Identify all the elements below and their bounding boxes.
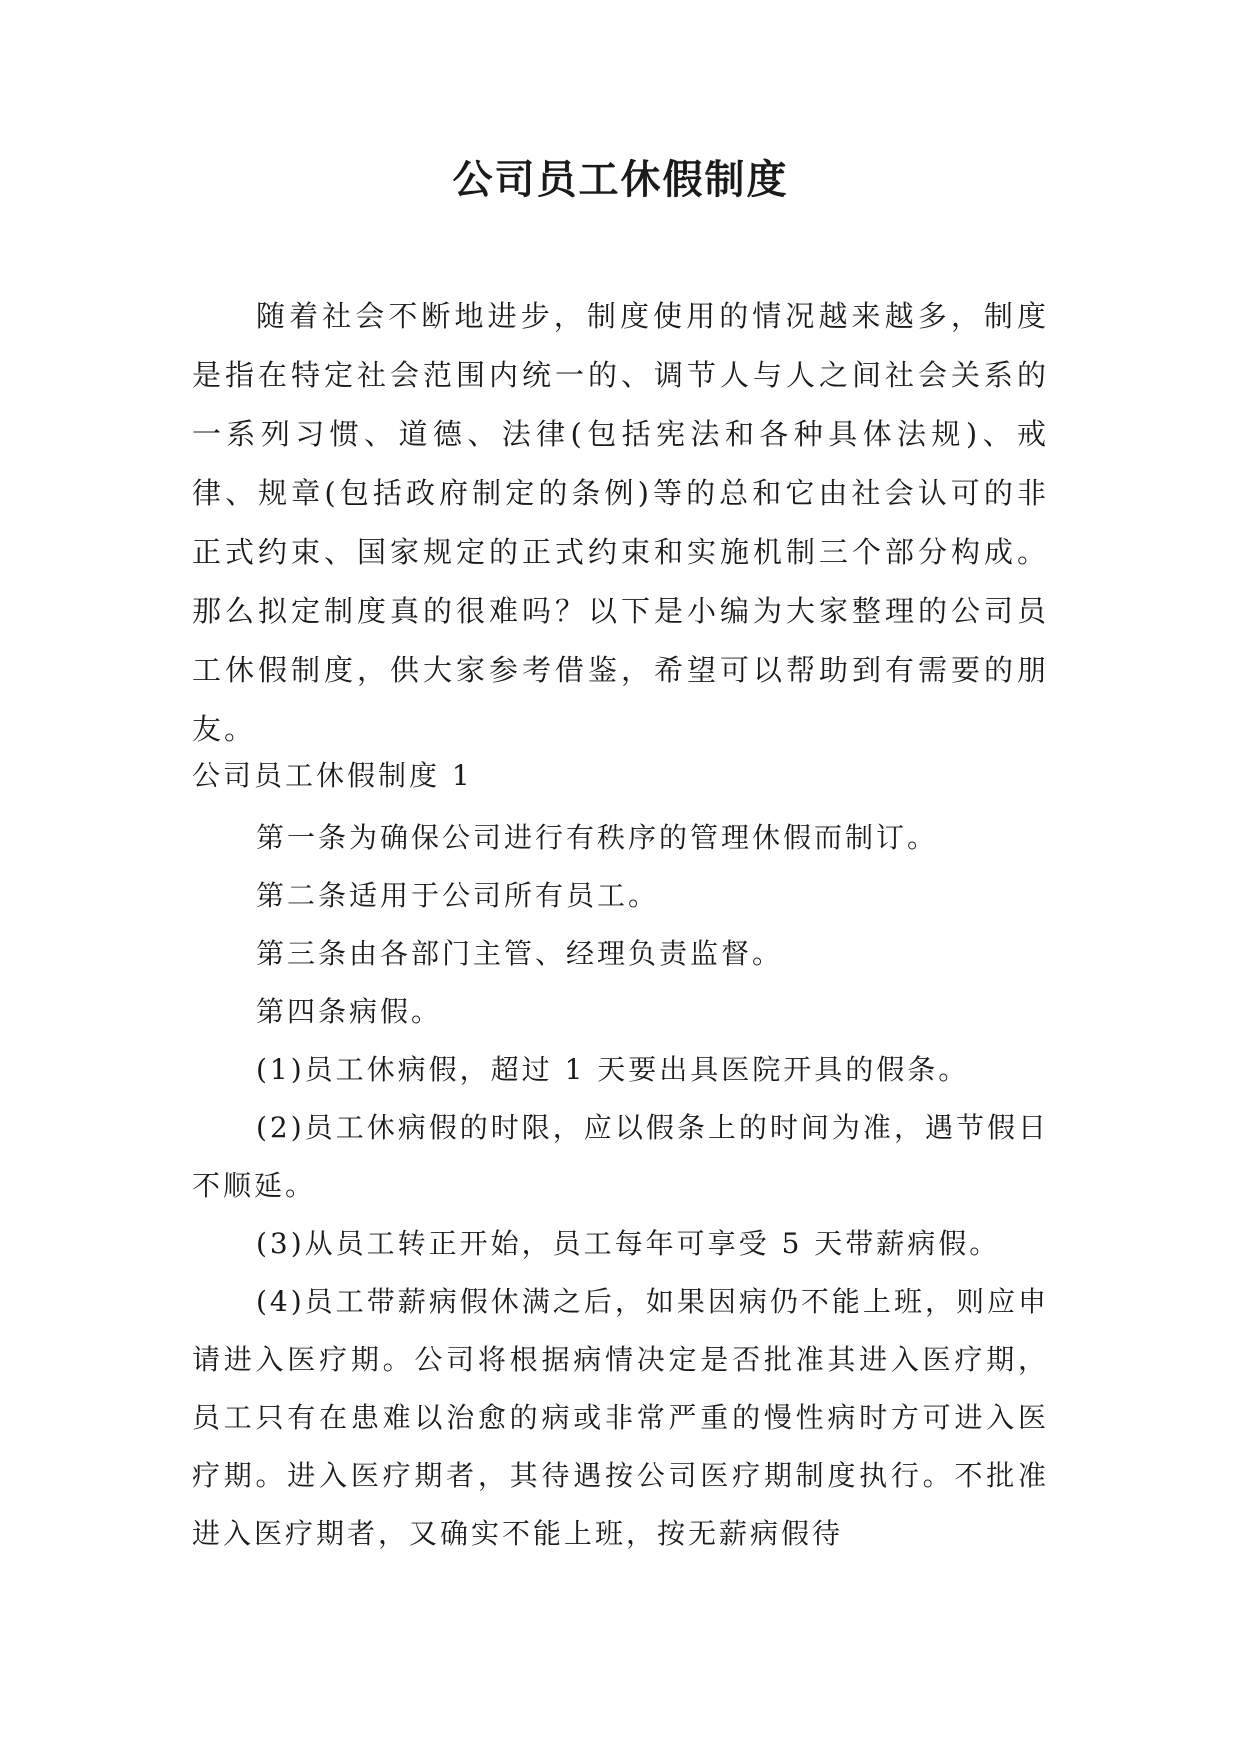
sick-leave-item-1: (1)员工休病假，超过 1 天要出具医院开具的假条。: [256, 1053, 970, 1086]
sick-leave-item-4: (4)员工带薪病假休满之后，如果因病仍不能上班，则应申请进入医疗期。公司将根据病情决定是否批准其进入医疗期，员工只有在患难以治愈的病或非常严重的慢性病时方可进入医疗期。进入医疗期者，其待遇按公司医疗期制度执行。不批准进入医疗期者，又确实不能上班，按无薪病假待: [192, 1285, 1049, 1550]
intro-paragraph: 随着社会不断地进步，制度使用的情况越来越多，制度是指在特定社会范围内统一的、调节人与人之间社会关系的一系列习惯、道德、法律(包括宪法和各种具体法规)、戒律、规章(包括政府制定的条例)等的总和它由社会认可的非正式约束、国家规定的正式约束和实施机制三个部分构成。那么拟定制度真的很难吗？以下是小编为大家整理的公司员工休假制度，供大家参考借鉴，希望可以帮助到有需要的朋友。: [192, 299, 1049, 746]
document-title: 公司员工休假制度: [452, 157, 789, 203]
article-2: 第二条适用于公司所有员工。: [256, 879, 660, 912]
sick-leave-item-3: (3)从员工转正开始，员工每年可享受 5 天带薪病假。: [256, 1227, 1001, 1260]
sick-leave-item-2: (2)员工休病假的时限，应以假条上的时间为准，遇节假日不顺延。: [192, 1111, 1049, 1202]
section-body: [192, 809, 1049, 1563]
section-heading: 公司员工休假制度 1: [192, 759, 473, 792]
article-1: 第一条为确保公司进行有秩序的管理休假而制订。: [256, 821, 939, 854]
article-4: 第四条病假。: [256, 995, 443, 1028]
article-3: 第三条由各部门主管、经理负责监督。: [256, 937, 784, 970]
